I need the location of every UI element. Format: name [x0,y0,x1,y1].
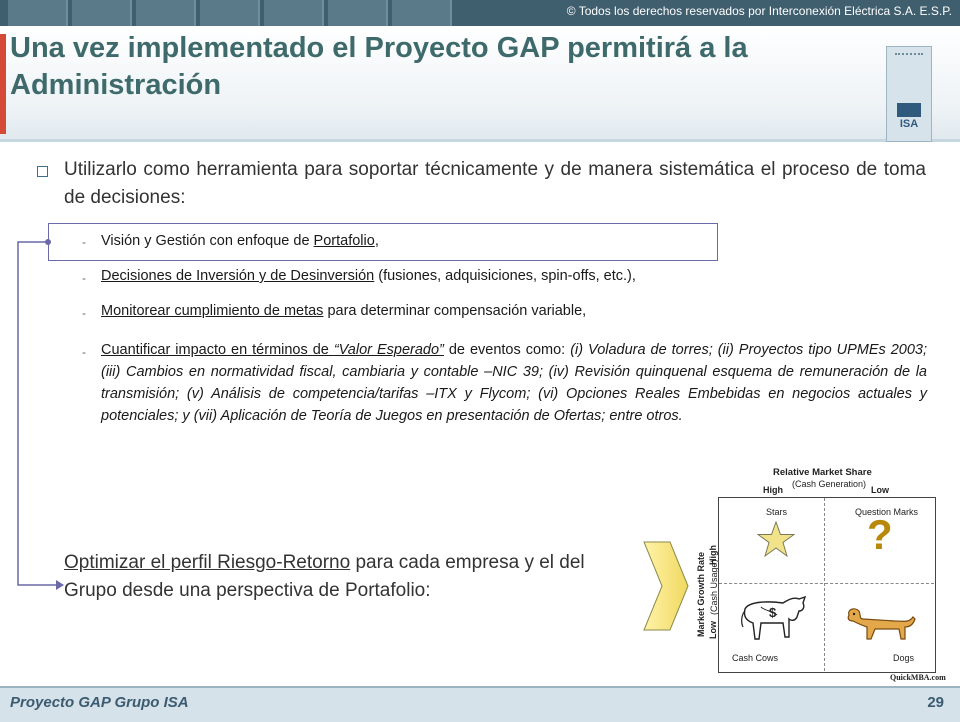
question-mark-icon: ? [867,511,893,558]
bcg-credit: QuickMBA.com [890,673,946,682]
dash-bullet: - [82,345,86,359]
bcg-side-sub: (Cash Usage) [709,559,719,615]
bcg-side-title: Market Growth Rate [696,551,706,637]
optimize-rest: para cada empresa y el del Grupo desde una perspectiva de Portafolio: [64,552,585,601]
bcg-divider-v [824,498,825,671]
item3-text: para determinar compensación variable, [323,303,587,319]
bcg-high-x: High [763,485,783,495]
investment-link[interactable]: Decisiones de Inversión y de Desinversión [101,268,375,284]
intro-paragraph: Utilizarlo como herramienta para soportar técnicamente y de manera sistemática el proceso de toma de decisiones: [64,159,926,208]
star-icon [757,521,795,557]
dash-bullet: - [82,235,86,249]
item4-mid: de eventos como: [443,342,571,358]
item4-events: (i) Voladura de torres; (ii) Proyectos tipo UPMEs 2003; (iii) Cambios en normatividad fiscal, cambiaria y contable –NIC 39; (iv) Revisión quinquenal esquema de remuneración de la transmisión; (v) Análisis de competencia/tarifas –ITX y Flycom; (vi) Opciones Reales Embebidas en negocios actuales y potenciales; y (vii) Aplicación de Teoría de Juegos en presentación de Ofertas; entre otros. [101,342,928,424]
dollar-sign-icon: $ [769,605,777,620]
item2-text: (fusiones, adquisiciones, spin-offs, etc.), [374,268,636,284]
bcg-high-y: High [708,545,718,565]
dog-icon [845,605,917,645]
portfolio-link[interactable]: Portafolio [313,233,375,249]
quantify-link[interactable]: Cuantificar impacto en términos de [101,342,334,358]
bcg-low-x: Low [871,485,889,495]
footer-title: Proyecto GAP Grupo ISA [10,694,189,711]
page-number: 29 [927,694,944,711]
footer [0,686,960,722]
dash-bullet: - [82,306,86,320]
slide-title: Una vez implementado el Proyecto GAP permitirá a la Administración [10,32,748,101]
bcg-low-y: Low [708,621,718,639]
bcg-top-sub: (Cash Generation) [792,479,867,489]
dash-bullet: - [82,271,86,285]
expected-value-link[interactable]: “Valor Esperado” [333,342,444,358]
item1-end: , [374,233,379,249]
bcg-divider-h [719,583,934,584]
logo-text: ISA [899,118,919,130]
bcg-question-label: Question Marks [855,507,919,517]
bcg-matrix [695,465,945,690]
bcg-dogs-label: Dogs [893,653,915,663]
copyright-text: © Todos los derechos reservados por Interconexión Eléctrica S.A. E.S.P. [566,4,952,18]
optimize-paragraph [64,549,634,605]
risk-return-link[interactable]: Optimizar el perfil Riesgo-Retorno [64,552,351,573]
metrics-link[interactable]: Monitorear cumplimiento de metas [101,303,324,319]
bcg-top-title: Relative Market Share [773,467,872,478]
bcg-cows-label: Cash Cows [732,653,779,663]
bcg-stars-label: Stars [766,507,788,517]
chevron-arrow-icon [642,540,690,632]
bcg-frame [718,497,936,673]
item1-text: Visión y Gestión con enfoque de [101,233,314,249]
